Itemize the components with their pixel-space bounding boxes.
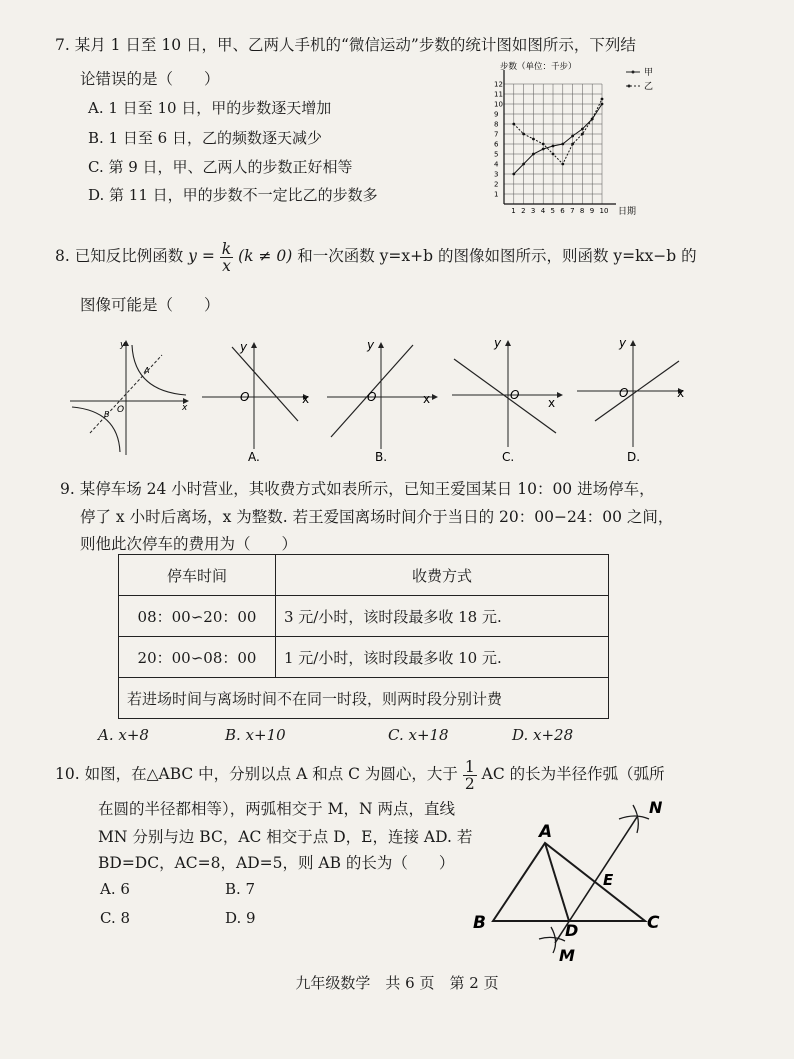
graph-b-y-label: y: [367, 338, 375, 352]
data-point-yi: [522, 133, 525, 136]
q10-line1b: AC 的长为半径作弧（弧所: [481, 765, 665, 783]
q8-prefix: 8. 已知反比例函数: [55, 247, 184, 265]
q10-option-d: D. 9: [225, 909, 256, 927]
table-footer-note: 若进场时间与离场时间不在同一时段，则两时段分别计费: [119, 678, 609, 719]
q10-stem-line4: BD=DC，AC=8，AD=5，则 AB 的长为（ ）: [98, 854, 455, 872]
data-point-jia: [532, 153, 535, 156]
table-cell: 08：00∽20：00: [119, 596, 276, 637]
data-point-yi: [542, 143, 545, 146]
series-line-jia: [514, 104, 602, 174]
label-e: E: [603, 871, 614, 889]
q8-graph-b: [325, 337, 450, 463]
graph-b-origin: O: [367, 390, 377, 404]
q8-graph-a: [200, 337, 320, 463]
q10-line1a: 10. 如图，在△ABC 中，分别以点 A 和点 C 为圆心，大于: [55, 765, 458, 783]
q9-fee-table: [118, 554, 609, 719]
graph-a-caption: A.: [248, 450, 260, 463]
q10-frac-den: 2: [464, 774, 475, 793]
q8-main-x-label: x: [182, 403, 188, 413]
q7-step-chart: [478, 58, 678, 226]
q9-option-b: B. x+10: [225, 726, 286, 744]
x-tick-label: 10: [599, 207, 609, 215]
graph-a-y-label: y: [240, 340, 248, 354]
y-tick-label: 9: [494, 110, 499, 119]
q8-formula-num: k: [221, 239, 232, 258]
q8-formula-cond: (k ≠ 0): [238, 247, 293, 265]
x-tick-label: 1: [511, 207, 516, 215]
q8-main-graph: [68, 337, 193, 457]
label-m: M: [559, 946, 575, 965]
q9-option-c: C. x+18: [388, 726, 449, 744]
q7-option-c: C. 第 9 日，甲、乙两人的步数正好相等: [88, 158, 353, 176]
segment-ad: [545, 843, 569, 921]
q10-option-a: A. 6: [100, 880, 130, 898]
table-cell: 3 元/小时，该时段最多收 18 元.: [276, 596, 609, 637]
table-row: [119, 678, 609, 719]
y-tick-label: 3: [494, 170, 499, 179]
data-point-jia: [522, 163, 525, 166]
label-a: A: [539, 822, 553, 842]
graph-c-y-label: y: [494, 336, 502, 350]
q7-stem-line2: 论错误的是（ ）: [80, 70, 220, 88]
data-point-yi: [591, 118, 594, 121]
x-tick-label: 9: [589, 207, 595, 215]
table-cell: 20：00∽08：00: [119, 637, 276, 678]
data-point-jia: [552, 145, 555, 148]
q8-graph-c: [450, 335, 575, 463]
legend-marker-yi: [628, 85, 631, 88]
q10-stem-line3: MN 分别与边 BC，AC 相交于点 D，E，连接 AD. 若: [98, 828, 473, 846]
data-point-yi: [561, 163, 564, 166]
graph-a-origin: O: [240, 390, 250, 404]
q7-option-b: B. 1 日至 6 日，乙的频数逐天减少: [88, 129, 322, 147]
y-tick-label: 11: [494, 90, 503, 99]
data-point-yi: [571, 143, 574, 146]
x-tick-label: 7: [570, 207, 575, 215]
data-point-yi: [512, 123, 515, 126]
q8-formula-fraction: [220, 241, 233, 274]
q8-graph-d: [575, 335, 695, 463]
q8-stem-line2: 图像可能是（ ）: [80, 296, 220, 314]
arc-m-2: [551, 927, 556, 953]
y-tick-label: 12: [494, 80, 503, 89]
data-point-yi: [532, 138, 535, 141]
table-cell: 1 元/小时，该时段最多收 10 元.: [276, 637, 609, 678]
x-tick-label: 8: [579, 207, 585, 215]
data-point-jia: [571, 135, 574, 138]
data-point-jia: [601, 103, 604, 106]
graph-c-x-label: x: [548, 396, 556, 410]
arc-m-1: [539, 937, 565, 941]
legend-marker-jia: [632, 71, 635, 74]
q10-fraction: [463, 759, 477, 792]
q7-option-d: D. 第 11 日，甲的步数不一定比乙的步数多: [88, 186, 378, 204]
y-tick-label: 8: [494, 120, 499, 129]
legend-label-jia: 甲: [644, 68, 654, 78]
arc-n-1: [619, 816, 649, 819]
graph-c-caption: C.: [502, 450, 515, 463]
q10-stem-line2: 在圆的半径都相等），两弧相交于 M，N 两点，直线: [98, 800, 456, 818]
y-tick-label: 7: [494, 130, 499, 139]
q8-main-origin-label: O: [117, 405, 125, 415]
label-d: D: [565, 921, 579, 940]
graph-a-x-label: x: [302, 392, 310, 406]
data-point-jia: [542, 148, 545, 151]
table-row: [119, 596, 609, 637]
data-point-yi: [581, 133, 584, 136]
data-point-yi: [601, 98, 604, 101]
q9-option-a: A. x+8: [98, 726, 149, 744]
q7-stem-line1: 7. 某月 1 日至 10 日，甲、乙两人手机的“微信运动”步数的统计图如图所示，下列结: [55, 36, 636, 54]
x-tick-label: 4: [540, 207, 546, 215]
y-tick-label: 5: [494, 150, 499, 159]
chart-ylabel: 步数（单位：千步）: [500, 62, 577, 72]
q10-frac-num: 1: [464, 757, 475, 776]
page-footer: 九年级数学 共 6 页 第 2 页: [295, 974, 499, 992]
chart-xlabel: 日期: [618, 207, 637, 217]
graph-d-caption: D.: [627, 450, 641, 463]
q10-option-c: C. 8: [100, 909, 131, 927]
label-b: B: [473, 913, 486, 933]
y-tick-label: 10: [494, 100, 503, 109]
q8-suffix: 和一次函数 y=x+b 的图像如图所示，则函数 y=kx−b 的: [297, 247, 697, 265]
data-point-yi: [552, 153, 555, 156]
x-tick-label: 5: [550, 207, 555, 215]
q7-option-a: A. 1 日至 10 日，甲的步数逐天增加: [88, 99, 332, 117]
graph-c-origin: O: [510, 388, 520, 402]
data-point-jia: [561, 143, 564, 146]
graph-b-caption: B.: [375, 450, 388, 463]
x-tick-label: 2: [521, 207, 526, 215]
graph-d-origin: O: [619, 386, 629, 400]
q9-stem-line3: 则他此次停车的费用为（ ）: [80, 535, 298, 553]
table-header-fee: 收费方式: [276, 555, 609, 596]
q10-stem-line1: [55, 754, 665, 794]
y-tick-label: 1: [494, 190, 499, 199]
q10-triangle-figure: [465, 795, 685, 970]
graph-b-x-label: x: [423, 392, 431, 406]
table-row: [119, 637, 609, 678]
label-n: N: [649, 798, 663, 817]
y-tick-label: 6: [494, 140, 499, 149]
graph-d-y-label: y: [619, 336, 627, 350]
q8-stem-line1: [55, 236, 697, 276]
q8-main-point-b: B: [104, 410, 110, 419]
data-point-jia: [581, 128, 584, 131]
q8-main-point-a: A: [144, 366, 150, 375]
q9-stem-line2: 停了 x 小时后离场，x 为整数. 若王爱国离场时间介于当日的 20：00−24：00 之间，: [80, 508, 674, 526]
table-row: [119, 555, 609, 596]
q8-main-y-label: y: [120, 340, 126, 350]
data-point-jia: [512, 173, 515, 176]
legend-label-yi: 乙: [644, 82, 654, 92]
q8-formula-y: y =: [188, 247, 215, 265]
table-header-time: 停车时间: [119, 555, 276, 596]
x-tick-label: 6: [560, 207, 565, 215]
y-tick-label: 4: [494, 160, 499, 169]
graph-d-x-label: x: [677, 386, 685, 400]
q10-option-b: B. 7: [225, 880, 256, 898]
triangle-abc: [493, 843, 645, 921]
y-tick-label: 2: [494, 180, 499, 189]
q9-stem-line1: 9. 某停车场 24 小时营业，其收费方式如表所示，已知王爱国某日 10：00 进场停车，: [60, 480, 655, 498]
x-tick-label: 3: [530, 207, 536, 215]
label-c: C: [647, 913, 660, 933]
q8-formula-den: x: [222, 256, 231, 275]
q9-option-d: D. x+28: [512, 726, 574, 744]
